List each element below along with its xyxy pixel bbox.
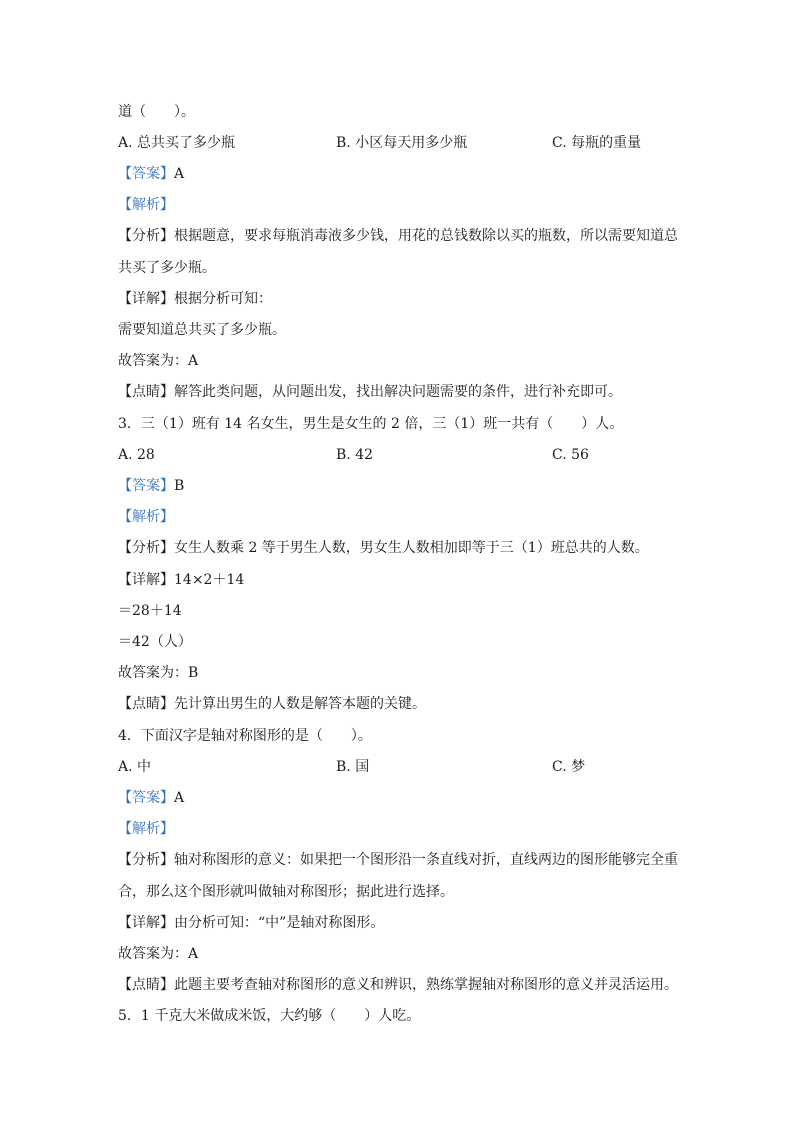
question-4-stem: 4．下面汉字是轴对称图形的是（ ）。 [118, 728, 372, 744]
option-c: C. 56 [552, 447, 589, 463]
answer-value: A [174, 166, 185, 182]
answer-line [118, 164, 693, 184]
dianjing-text: 【点睛】解答此类问题，从问题出发，找出解决问题需要的条件，进行补充即可。 [118, 384, 622, 400]
solution-step: ＝42（人） [118, 634, 192, 650]
question-3-stem: 3．三（1）班有 14 名女生，男生是女生的 2 倍，三（1）班一共有（ ）人。 [118, 416, 624, 432]
xiangjie-text: 【详解】14×2＋14 [118, 572, 245, 588]
analysis-tag: 【解析】 [118, 197, 174, 213]
option-c: C. 梦 [552, 759, 586, 775]
question-2-stem-end: 道（ ）。 [118, 104, 195, 120]
fenxi-text: 【分析】轴对称图形的意义：如果把一个图形沿一条直线对折，直线两边的图形能够完全重 [118, 852, 678, 868]
dianjing-text: 【点睛】先计算出男生的人数是解答本题的关键。 [118, 696, 426, 712]
option-c: C. 每瓶的重量 [552, 135, 642, 151]
answer-tag: 【答案】 [118, 790, 174, 806]
analysis-tag: 【解析】 [118, 821, 174, 837]
dianjing-text: 【点睛】此题主要考查轴对称图形的意义和辨识，熟练掌握轴对称图形的意义并灵活运用。 [118, 977, 678, 993]
question-5-stem: 5．1 千克大米做成米饭，大约够（ ）人吃。 [118, 1008, 421, 1024]
xiangjie-text: 【详解】根据分析可知： [118, 291, 272, 307]
option-a: A. 28 [118, 447, 155, 463]
option-b: B. 国 [336, 759, 370, 775]
answer-value: B [174, 478, 185, 494]
fenxi-text: 【分析】女生人数乘 2 等于男生人数，男女生人数相加即等于三（1）班总共的人数。 [118, 540, 649, 556]
xiangjie-text: 【详解】由分析可知：“中”是轴对称图形。 [118, 915, 385, 931]
analysis-tag: 【解析】 [118, 509, 174, 525]
result-text: 故答案为：A [118, 353, 199, 369]
option-b: B. 42 [336, 447, 374, 463]
answer-value: A [174, 790, 185, 806]
fenxi-text: 【分析】根据题意，要求每瓶消毒液多少钱，用花的总钱数除以买的瓶数，所以需要知道总 [118, 228, 678, 244]
fenxi-text-cont: 合，那么这个图形就叫做轴对称图形；据此进行选择。 [118, 884, 454, 900]
answer-line [118, 476, 693, 496]
answer-tag: 【答案】 [118, 166, 174, 182]
result-text: 故答案为：B [118, 665, 199, 681]
option-b: B. 小区每天用多少瓶 [336, 135, 468, 151]
answer-line [118, 788, 693, 808]
option-a: A. 总共买了多少瓶 [118, 135, 236, 151]
fenxi-text-cont: 共买了多少瓶。 [118, 260, 216, 276]
solution-step: 需要知道总共买了多少瓶。 [118, 322, 286, 338]
result-text: 故答案为：A [118, 946, 199, 962]
solution-step: ＝28＋14 [118, 603, 182, 619]
answer-tag: 【答案】 [118, 478, 174, 494]
option-a: A. 中 [118, 759, 152, 775]
